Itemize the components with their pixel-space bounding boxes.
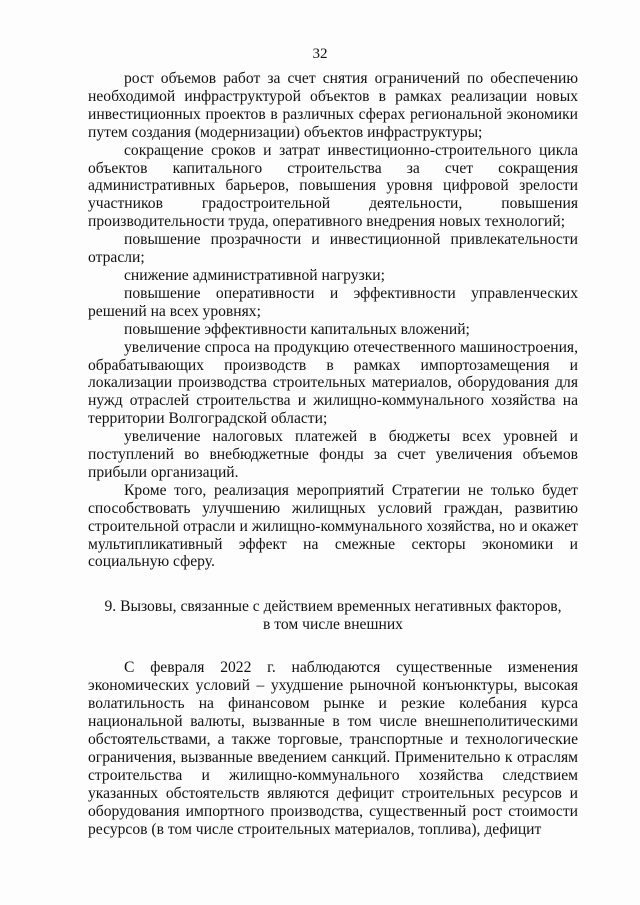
paragraph-demand-increase: увеличение спроса на продукцию отечественного машиностроения, обрабатывающих производств в рамках импортозамещения и локализации производства строительных материалов, оборудования для нужд отраслей строительства и жилищно-коммунального хозяйства на территории Волгоградской области; [88, 338, 578, 428]
section-heading-line-2: в том числе внешних [263, 616, 403, 634]
paragraph-admin-load: снижение административной нагрузки; [124, 266, 385, 284]
paragraph-strategy-effect: Кроме того, реализация мероприятий Стратегии не только будет способствовать улучшению жилищных условий граждан, развитию строительной отрасли и жилищно-коммунального хозяйства, но и окажет мультипликативный эффект на смежные секторы экономики и социальную сферу. [88, 481, 578, 571]
paragraph-tax-payments: увеличение налоговых платежей в бюджеты всех уровней и поступлений во внебюджетные фонды за счет увеличения объемов прибыли организаций. [88, 428, 578, 481]
paragraph-capital-investment: повышение эффективности капитальных вложений; [124, 320, 470, 338]
paragraph-investment-cycle: сокращение сроков и затрат инвестиционно-строительного цикла объектов капитального строительства за счет сокращения административных барьеров, повышения уровня цифровой зрелости участников градостроительной деятельности, повышения производительности труда, оперативного внедрения новых технологий; [88, 141, 578, 231]
section-heading-line-1: 9. Вызовы, связанные с действием временных негативных факторов, [104, 598, 562, 616]
section-heading [88, 598, 578, 634]
document-body [88, 70, 578, 838]
paragraph-infrastructure: рост объемов работ за счет снятия ограничений по обеспечению необходимой инфраструктурой объектов в рамках реализации новых инвестиционных проектов в различных сферах региональной экономики путем создания (модернизации) объектов инфраструктуры; [88, 70, 578, 141]
paragraph-transparency: повышение прозрачности и инвестиционной привлекательности отрасли; [88, 231, 578, 267]
paragraph-management-efficiency: повышение оперативности и эффективности управленческих решений на всех уровнях; [88, 284, 578, 320]
page-number: 32 [312, 46, 328, 62]
paragraph-economic-changes: С февраля 2022 г. наблюдаются существенные изменения экономических условий – ухудшение рыночной конъюнктуры, высокая волатильность на финансовом рынке и резкие колебания курса национальной валюты, вызванные в том числе внешнеполитическими обстоятельствами, а также торговые, транспортные и технологические ограничения, вызванные введением санкций. Применительно к отраслям строительства и жилищно-коммунального хозяйства следствием указанных обстоятельств являются дефицит строительных ресурсов и оборудования импортного производства, существенный рост стоимости ресурсов (в том числе строительных материалов, топлива), дефицит [88, 659, 578, 838]
